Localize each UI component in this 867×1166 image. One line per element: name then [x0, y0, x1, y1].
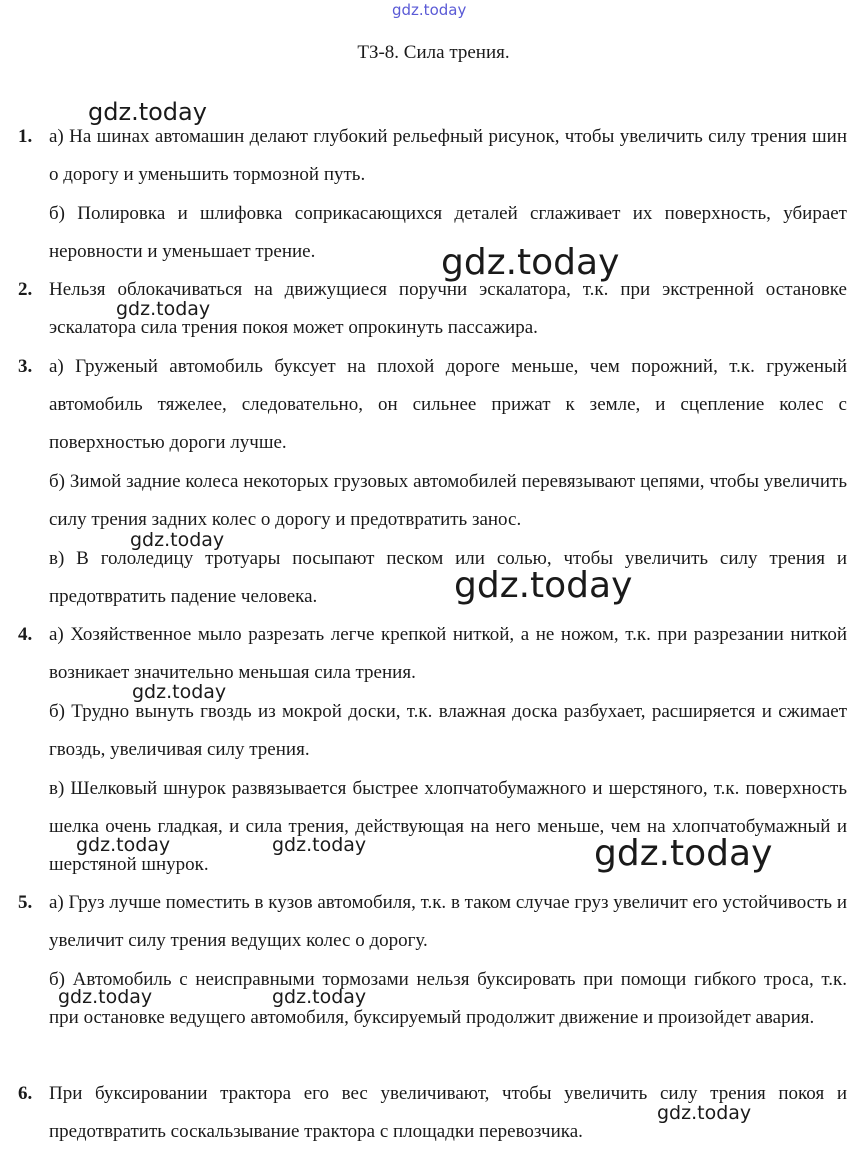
task-number: 1. [18, 126, 33, 147]
task-number: 3. [18, 356, 33, 377]
task-paragraph: в) Шелковый шнурок развязывается быстрее хлопчатобумажного и шерстяного, т.к. поверхность шелка очень гладкая, и сила трения, действующая на него меньше, чем на хлопчатобумажный и шерстяной шнурок. [49, 778, 847, 875]
task-paragraph: Нельзя облокачиваться на движущиеся поручни эскалатора, т.к. при экстренной остановке эскалатора сила трения покоя может опрокинуть пассажира. [49, 279, 847, 338]
task-paragraph: а) Груз лучше поместить в кузов автомобиля, т.к. в таком случае груз увеличит его устойчивость и увеличит силу трения ведущих колес о дорогу. [49, 892, 847, 951]
task-number: 2. [18, 279, 33, 300]
task-paragraph: б) Полировка и шлифовка соприкасающихся деталей сглаживает их поверхность, убирает неровности и уменьшает трение. [49, 203, 847, 262]
task-number: 4. [18, 624, 33, 645]
task-paragraph: б) Автомобиль с неисправными тормозами нельзя буксировать при помощи гибкого троса, т.к. при остановке ведущего автомобиля, буксируемый продолжит движение и произойдет авария. [49, 969, 847, 1028]
task-paragraph: а) Груженый автомобиль буксует на плохой дороге меньше, чем порожний, т.к. груженый автомобиль тяжелее, следовательно, он сильнее прижат к земле, и сцепление колес с поверхностью дороги лучше. [49, 356, 847, 453]
watermark: gdz.today [594, 833, 773, 874]
watermark: gdz.today [132, 681, 227, 703]
task-paragraph: а) Хозяйственное мыло разрезать легче крепкой ниткой, а не ножом, т.к. при разрезании ниткой возникает значительно меньшая сила трения. [49, 624, 847, 683]
watermark: gdz.today [272, 834, 367, 856]
watermark: gdz.today [88, 98, 207, 126]
watermark: gdz.today [441, 242, 620, 283]
watermark: gdz.today [130, 529, 225, 551]
watermark: gdz.today [454, 565, 633, 606]
watermark: gdz.today [58, 986, 153, 1008]
watermark: gdz.today [76, 834, 171, 856]
task-paragraph: б) Трудно вынуть гвоздь из мокрой доски, т.к. влажная доска разбухает, расширяется и сжимает гвоздь, увеличивая силу трения. [49, 701, 847, 760]
task-paragraph: в) В гололедицу тротуары посыпают песком или солью, чтобы увеличить силу трения и предотвратить падение человека. [49, 548, 847, 607]
header-watermark: gdz.today [392, 1, 467, 19]
task-number: 5. [18, 892, 33, 913]
watermark: gdz.today [657, 1102, 752, 1124]
watermark: gdz.today [272, 986, 367, 1008]
task-number: 6. [18, 1083, 33, 1104]
page-title: ТЗ-8. Сила трения. [357, 42, 510, 63]
task-paragraph: а) На шинах автомашин делают глубокий рельефный рисунок, чтобы увеличить силу трения шин о дорогу и уменьшить тормозной путь. [49, 126, 847, 185]
task-paragraph: б) Зимой задние колеса некоторых грузовых автомобилей перевязывают цепями, чтобы увеличить силу трения задних колес о дорогу и предотвратить занос. [49, 471, 847, 530]
task-paragraph: При буксировании трактора его вес увеличивают, чтобы увеличить силу трения покоя и предотвратить соскальзывание трактора с площадки перевозчика. [49, 1083, 847, 1142]
watermark: gdz.today [116, 298, 211, 320]
